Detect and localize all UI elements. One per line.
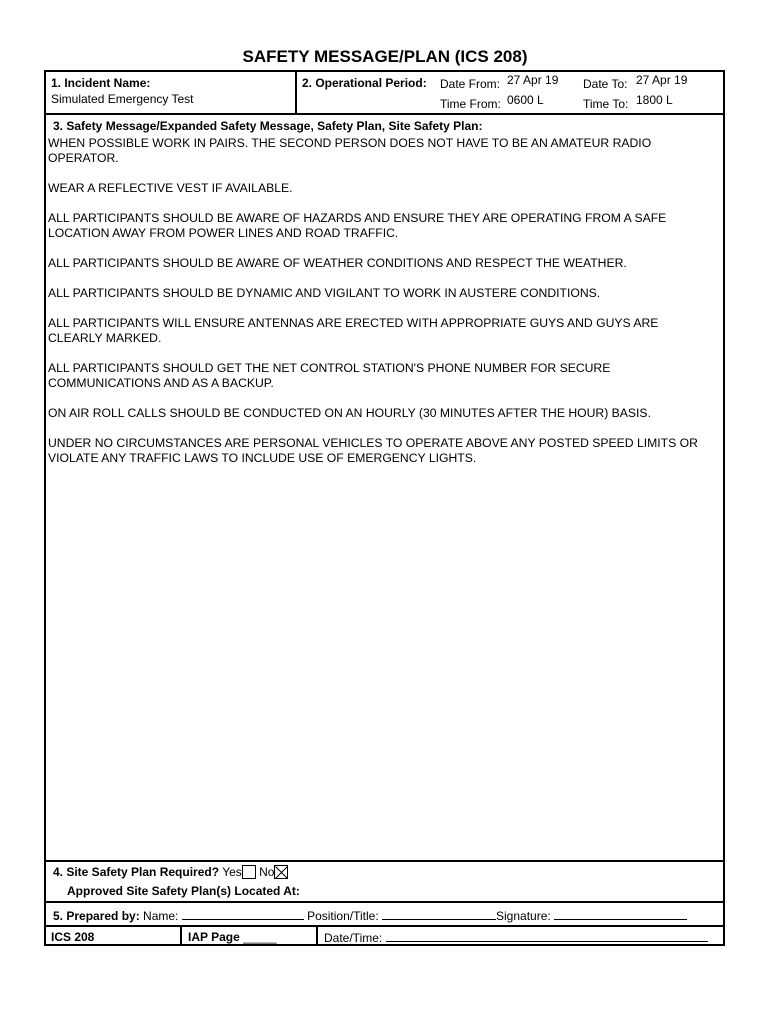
incident-name-label: 1. Incident Name:: [51, 76, 151, 90]
safety-paragraph: ON AIR ROLL CALLS SHOULD BE CONDUCTED ON AN HOURLY (30 MINUTES AFTER THE HOUR) BASIS.: [48, 406, 651, 420]
no-checkbox[interactable]: [274, 865, 288, 879]
iap-page-label: IAP Page: [188, 930, 240, 944]
divider-footer-2: [316, 925, 318, 946]
signature-field[interactable]: [554, 908, 687, 920]
position-label: Position/Title:: [307, 909, 379, 923]
approved-location-label: Approved Site Safety Plan(s) Located At:: [67, 884, 300, 898]
prepared-by-row: [53, 908, 687, 923]
divider-section-4: [44, 860, 725, 862]
safety-paragraph: WEAR A REFLECTIVE VEST IF AVAILABLE.: [48, 181, 293, 195]
position-field[interactable]: [382, 908, 496, 920]
date-to-field[interactable]: 27 Apr 19: [636, 73, 688, 87]
form-title: SAFETY MESSAGE/PLAN (ICS 208): [242, 47, 528, 66]
prepared-by-label: 5. Prepared by:: [53, 909, 140, 923]
site-safety-row: [53, 865, 288, 879]
divider-footer-1: [180, 925, 182, 946]
date-from-field[interactable]: 27 Apr 19: [507, 73, 559, 87]
date-to-label: Date To:: [583, 77, 628, 91]
datetime-field[interactable]: [386, 930, 708, 942]
name-field[interactable]: [182, 908, 304, 920]
safety-paragraph: WHEN POSSIBLE WORK IN PAIRS. THE SECOND PERSON DOES NOT HAVE TO BE AN AMATEUR RADIO OPERATOR.: [48, 136, 652, 165]
divider-incident-period: [295, 70, 297, 114]
iap-page-row: [188, 930, 277, 944]
name-label: Name:: [143, 909, 179, 923]
divider-footer: [44, 925, 725, 927]
datetime-row: [324, 930, 708, 945]
signature-label: Signature:: [496, 909, 551, 923]
operational-period-label: 2. Operational Period:: [302, 76, 427, 90]
form-id: ICS 208: [51, 930, 95, 944]
safety-paragraph: ALL PARTICIPANTS SHOULD BE AWARE OF HAZARDS AND ENSURE THEY ARE OPERATING FROM A SAFE LOCATION AWAY FROM POWER LINES AND ROAD TRAFFIC.: [48, 211, 667, 240]
time-from-field[interactable]: 0600 L: [507, 93, 544, 107]
date-from-label: Date From:: [440, 77, 501, 91]
iap-page-field[interactable]: _____: [243, 930, 277, 944]
site-safety-label: 4. Site Safety Plan Required?: [53, 865, 220, 879]
yes-label: Yes: [222, 865, 242, 879]
time-to-field[interactable]: 1800 L: [636, 93, 673, 107]
divider-header: [44, 113, 725, 115]
safety-paragraph: ALL PARTICIPANTS SHOULD BE DYNAMIC AND VIGILANT TO WORK IN AUSTERE CONDITIONS.: [48, 286, 601, 300]
no-label: No: [259, 865, 275, 879]
divider-section-5: [44, 901, 725, 903]
safety-message-field[interactable]: [48, 136, 708, 481]
safety-paragraph: ALL PARTICIPANTS SHOULD BE AWARE OF WEATHER CONDITIONS AND RESPECT THE WEATHER.: [48, 256, 627, 270]
datetime-label: Date/Time:: [324, 931, 383, 945]
safety-paragraph: UNDER NO CIRCUMSTANCES ARE PERSONAL VEHICLES TO OPERATE ABOVE ANY POSTED SPEED LIMITS OR VIOLATE ANY TRAFFIC LAWS TO INCLUDE USE OF EMERGENCY LIGHTS.: [48, 436, 698, 465]
time-from-label: Time From:: [440, 97, 501, 111]
safety-paragraph: ALL PARTICIPANTS SHOULD GET THE NET CONTROL STATION'S PHONE NUMBER FOR SECURE COMMUNICATIONS AND AS A BACKUP.: [48, 361, 611, 390]
time-to-label: Time To:: [583, 97, 629, 111]
safety-message-label: 3. Safety Message/Expanded Safety Message, Safety Plan, Site Safety Plan:: [53, 119, 483, 133]
incident-name-field[interactable]: Simulated Emergency Test: [51, 92, 194, 106]
yes-checkbox[interactable]: [242, 865, 256, 879]
safety-paragraph: ALL PARTICIPANTS WILL ENSURE ANTENNAS ARE ERECTED WITH APPROPRIATE GUYS AND GUYS ARE CLEARLY MARKED.: [48, 316, 659, 345]
